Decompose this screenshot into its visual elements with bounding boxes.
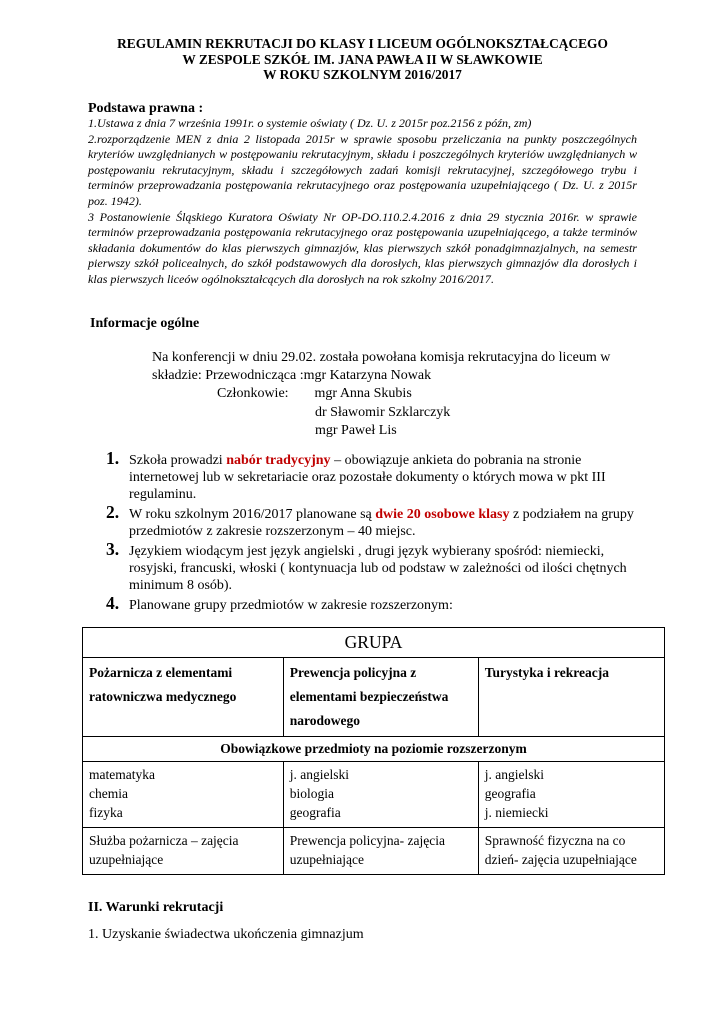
- subjects-fire: [83, 762, 284, 828]
- member-2: dr Sławomir Szklarczyk: [315, 404, 451, 420]
- section-2-item-1: 1. Uzyskanie świadectwa ukończenia gimnazjum: [88, 927, 364, 942]
- title-line-2: W ZESPOLE SZKÓŁ IM. JANA PAWŁA II W SŁAWKOWIE: [182, 51, 543, 67]
- subject: fizyka: [89, 805, 123, 820]
- legal-item-2: 2.rozporządzenie MEN z dnia 2 listopada 2015r w sprawie sposobu przeliczania na punkty poszczególnych kryteriów uwzględnianych w postępowaniu rekrutacyjnym, składu i poszczególnych kryteriów uwzględnianych w postępowaniu rekrutacyjnym, składu i szczegółowych zadań komisji rekrutacyjnej, szczegółowego trybu i terminów przeprowadzania postępowania rekrutacyjnego oraz postępowania uzupełniającego ( Dz. U. z 2015r poz. 1942).: [88, 131, 637, 208]
- members-label: Członkowie:: [217, 386, 289, 402]
- subject: geografia: [484, 786, 536, 801]
- subject: matematyka: [89, 767, 155, 782]
- subjects-police: [283, 762, 478, 828]
- document-title: [60, 36, 665, 83]
- subjects-tourism: [478, 762, 664, 828]
- info-point-3: [106, 539, 651, 594]
- member-3: mgr Paweł Lis: [315, 422, 397, 438]
- committee-intro-1: Na konferencji w dniu 29.02. została powołana komisja rekrutacyjna do liceum w: [152, 350, 611, 365]
- info-points-list: [106, 448, 651, 617]
- legal-basis-heading: Podstawa prawna :: [88, 101, 204, 116]
- committee-members-line: [152, 385, 652, 403]
- group-header-tourism: Turystyka i rekreacja: [478, 658, 664, 737]
- point-number: 2.: [106, 502, 120, 522]
- group-header-fire: Pożarnicza z elementami ratowniczwa medycznego: [83, 658, 284, 737]
- point-text: W roku szkolnym 2016/2017 planowane są: [129, 507, 376, 522]
- point-text: Planowane grupy przedmiotów w zakresie rozszerzonym:: [129, 598, 453, 613]
- info-point-1: [106, 448, 651, 503]
- highlight-text: dwie 20 osobowe klasy: [375, 507, 510, 522]
- info-point-2: [106, 502, 651, 540]
- highlight-text: nabór tradycyjny: [226, 453, 331, 468]
- point-text: z podziałem na grupy przedmiotów z zakresie rozszerzonym – 40 miejsc.: [129, 507, 634, 539]
- extra-police: Prewencja policyjna- zajęcia uzupełniające: [283, 828, 478, 875]
- legal-basis-list: [88, 116, 637, 288]
- point-number: 3.: [106, 539, 120, 559]
- general-info-heading: Informacje ogólne: [90, 316, 200, 331]
- title-line-1: REGULAMIN REKRUTACJI DO KLASY I LICEUM OGÓLNOKSZTAŁCĄCEGO: [117, 36, 608, 51]
- extra-fire: Służba pożarnicza – zajęcia uzupełniające: [83, 828, 284, 875]
- point-text: – obowiązuje ankieta do pobrania na stronie internetowej lub w sekretariacie oraz pozostałe dokumenty o których mowa w pkt III regulaminu.: [129, 453, 606, 502]
- subject: j. angielski: [289, 767, 350, 782]
- group-table: [82, 627, 665, 875]
- subject: chemia: [89, 786, 128, 801]
- point-number: 4.: [106, 593, 120, 613]
- legal-item-1: 1.Ustawa z dnia 7 września 1991r. o systemie oświaty ( Dz. U. z 2015r poz.2156 z późn, zm): [88, 116, 532, 130]
- extra-tourism: Sprawność fizyczna na co dzień- zajęcia uzupełniające: [478, 828, 664, 875]
- member-1: mgr Anna Skubis: [314, 386, 412, 402]
- committee-intro-2: składzie: Przewodnicząca :mgr Katarzyna Nowak: [152, 368, 432, 384]
- mandatory-subjects-label: Obowiązkowe przedmioty na poziomie rozszerzonym: [83, 737, 665, 762]
- subject: j. angielski: [484, 767, 544, 782]
- group-header-police: Prewencja policyjna z elementami bezpieczeństwa narodowego: [283, 658, 478, 737]
- info-point-4: [106, 593, 651, 614]
- committee-block: [152, 349, 652, 440]
- point-number: 1.: [106, 448, 120, 468]
- subject: geografia: [289, 805, 341, 820]
- group-table-title: GRUPA: [83, 628, 665, 658]
- point-text: Językiem wiodącym jest język angielski , drugi język wybierany spośród: niemiecki, rosyjski, francuski, włoski ( kontynuacja lub od podstaw w zależności od ilości chętnych minimum 8 osób).: [129, 544, 627, 593]
- legal-item-3: 3 Postanowienie Śląskiego Kuratora Oświaty Nr OP-DO.110.2.4.2016 z dnia 29 stycznia 2016r. w sprawie terminów przeprowadzania postępowania rekrutacyjnego oraz postępowania uzupełniającego, a także terminów składania dokumentów do klas pierwszych gimnazjów, klas pierwszych szkół ponadgimnazjalnych, na semestr pierwszy szkół policealnych, do szkół podstawowych dla dorosłych, klas pierwszych gimnazjów dla dorosłych i klas pierwszych liceów ogólnokształcących dla dorosłych na rok szkolny 2016/2017.: [88, 209, 637, 286]
- subject: biologia: [289, 786, 335, 801]
- section-2-heading: II. Warunki rekrutacji: [88, 900, 224, 915]
- subject: j. niemiecki: [484, 805, 549, 820]
- point-text: Szkoła prowadzi: [129, 453, 227, 468]
- title-line-3: W ROKU SZKOLNYM 2016/2017: [263, 67, 462, 82]
